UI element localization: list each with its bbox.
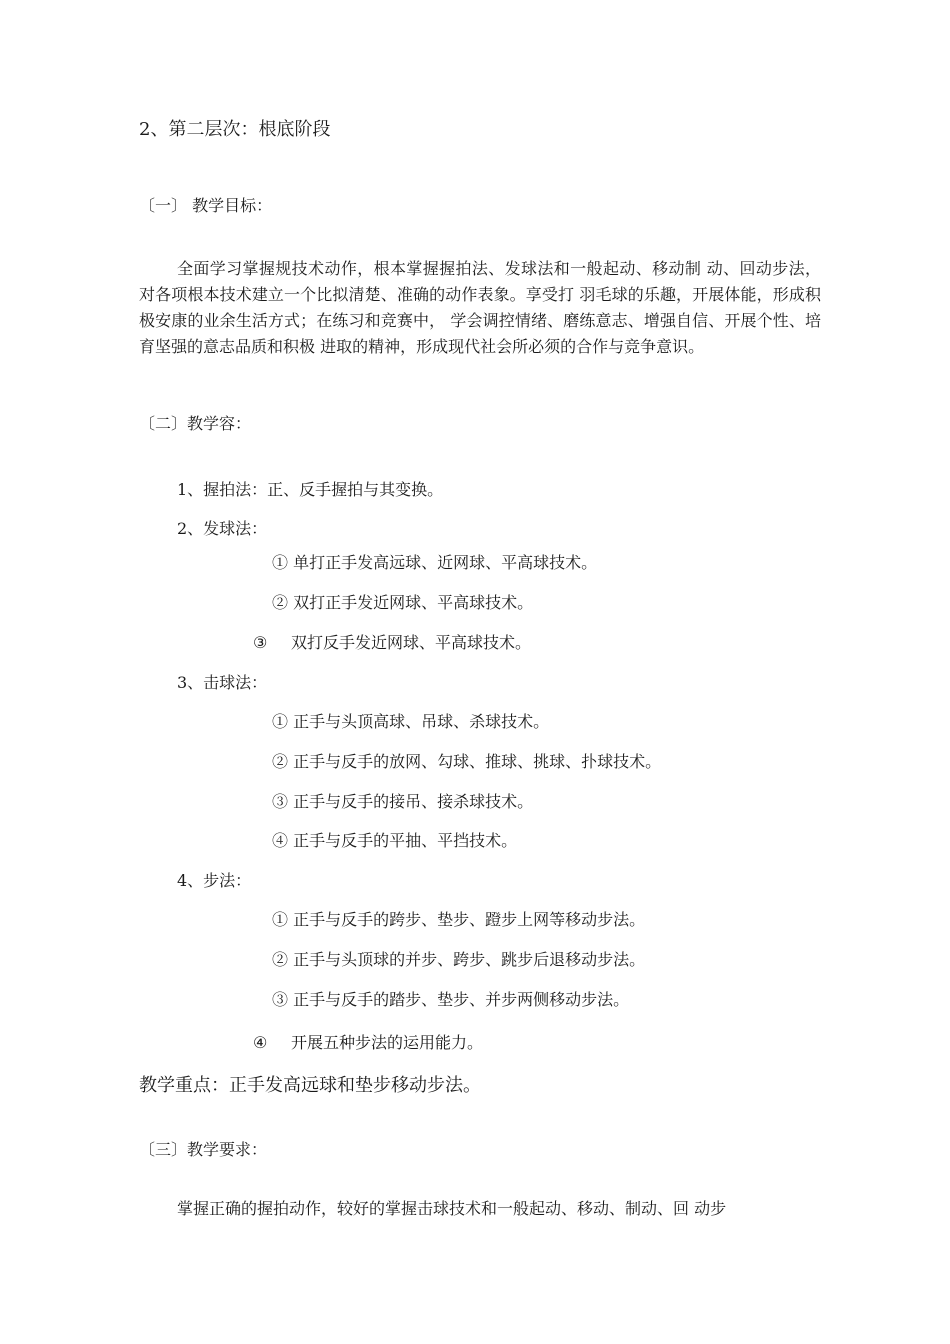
part1-paragraph: 全面学习掌握规技术动作，根本掌握握拍法、发球法和一般起动、移动制 动、回动步法，对各项根本技术建立一个比拟清楚、准确的动作表象。享受打 羽毛球的乐趣，开展体能，形成积极安康的业余生活方式；在练习和竞赛中， 学会调控情绪、磨练意志、增强自信、开展个性、培育坚强的意志品质和积极 进取的精神，形成现代社会所必须的合作与竞争意识。 xyxy=(139,259,821,356)
content-item-strokes: 3、击球法： xyxy=(177,673,268,692)
part1-heading: 〔一〕 教学目标： xyxy=(139,196,273,215)
serve-sub-3 xyxy=(253,633,531,653)
part3-heading: 〔三〕教学要求： xyxy=(139,1140,268,1159)
footwork-sub-4-text: 开展五种步法的运用能力。 xyxy=(291,1033,484,1052)
serve-sub-1: ① 单打正手发高远球、近网球、平高球技术。 xyxy=(272,553,598,572)
strokes-sub-2: ② 正手与反手的放网、勾球、推球、挑球、扑球技术。 xyxy=(272,752,662,771)
key-point: 教学重点：正手发高远球和垫步移动步法。 xyxy=(139,1075,481,1096)
content-item-serve: 2、发球法： xyxy=(177,519,268,538)
strokes-sub-4: ④ 正手与反手的平抽、平挡技术。 xyxy=(272,831,518,850)
strokes-sub-3: ③ 正手与反手的接吊、接杀球技术。 xyxy=(272,792,534,811)
footwork-sub-2: ② 正手与头顶球的并步、跨步、跳步后退移动步法。 xyxy=(272,950,646,969)
serve-sub-2: ② 双打正手发近网球、平高球技术。 xyxy=(272,593,534,612)
content-item-footwork: 4、步法： xyxy=(177,871,252,890)
footwork-sub-4 xyxy=(253,1033,483,1053)
serve-sub-3-mark: ③ xyxy=(253,633,268,652)
serve-sub-3-text: 双打反手发近网球、平高球技术。 xyxy=(291,633,532,652)
part2-heading: 〔二〕教学容： xyxy=(139,414,252,433)
strokes-sub-1: ① 正手与头顶高球、吊球、杀球技术。 xyxy=(272,712,550,731)
footwork-sub-1: ① 正手与反手的跨步、垫步、蹬步上网等移动步法。 xyxy=(272,910,646,929)
section-title: 2、第二层次：根底阶段 xyxy=(139,119,331,140)
part3-paragraph: 掌握正确的握拍动作，较好的掌握击球技术和一般起动、移动、制动、回 动步 xyxy=(177,1199,727,1218)
content-item-grip: 1、握拍法：正、反手握拍与其变换。 xyxy=(177,480,444,499)
footwork-sub-4-mark: ④ xyxy=(253,1033,268,1052)
footwork-sub-3: ③ 正手与反手的踏步、垫步、并步两侧移动步法。 xyxy=(272,990,630,1009)
